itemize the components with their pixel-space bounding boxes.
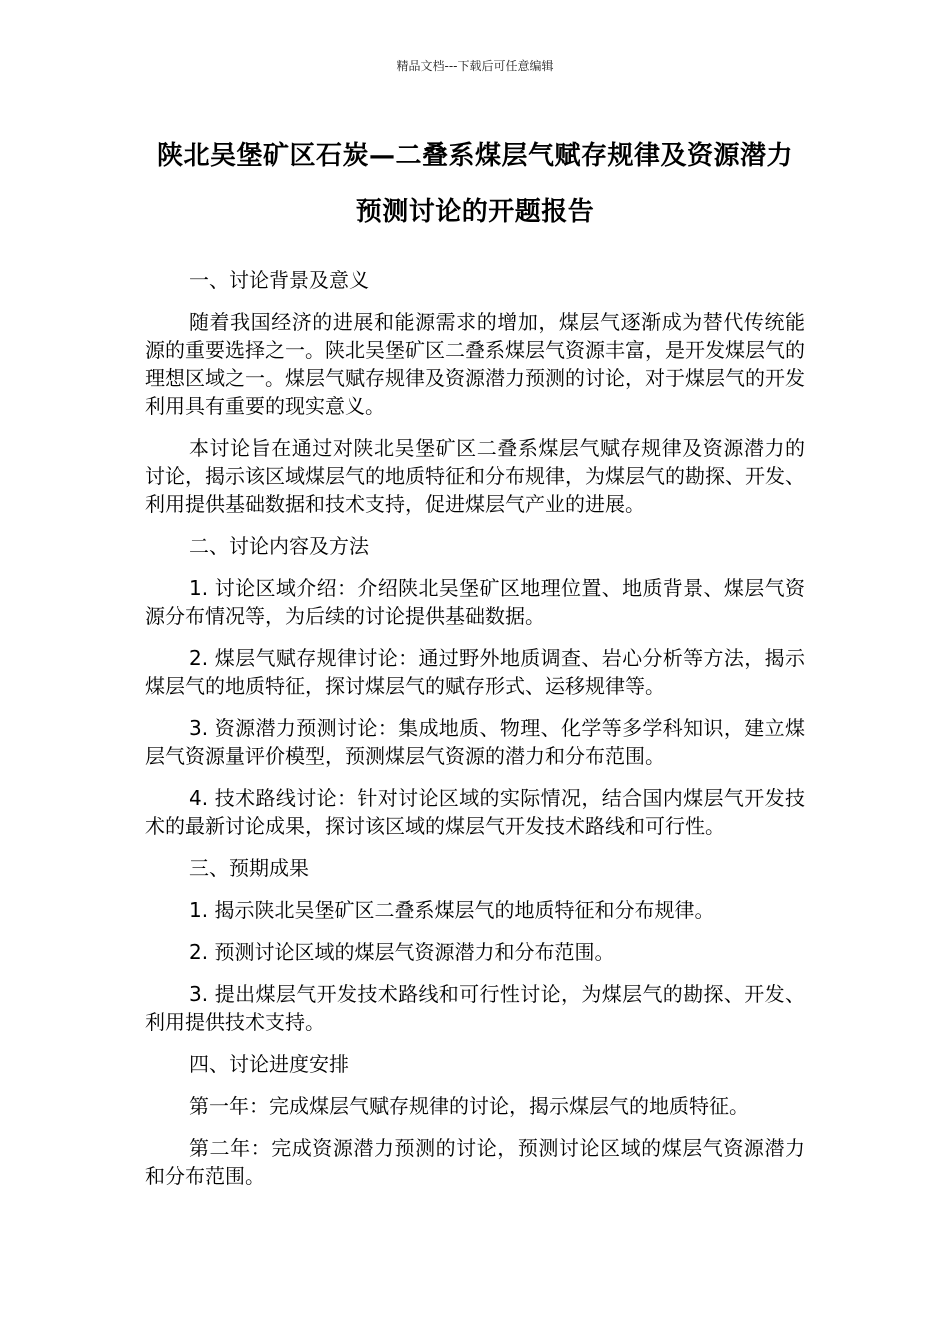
schedule-year-2: 第二年：完成资源潜力预测的讨论，预测讨论区域的煤层气资源潜力和分布范围。 — [145, 1136, 805, 1188]
content-item-4: 4. 技术路线讨论：针对讨论区域的实际情况，结合国内煤层气开发技术的最新讨论成果，探讨该区域的煤层气开发技术路线和可行性。 — [145, 786, 805, 838]
section-heading-content-methods: 二、讨论内容及方法 — [189, 534, 369, 558]
section-heading-schedule: 四、讨论进度安排 — [189, 1052, 349, 1076]
section-heading-expected-results: 三、预期成果 — [189, 856, 309, 880]
paragraph-background-1: 随着我国经济的进展和能源需求的增加，煤层气逐渐成为替代传统能源的重要选择之一。陕北吴堡矿区二叠系煤层气资源丰富，是开发煤层气的理想区域之一。煤层气赋存规律及资源潜力预测的讨论，对于煤层气的开发利用具有重要的现实意义。 — [145, 310, 805, 418]
schedule-year-1: 第一年：完成煤层气赋存规律的讨论，揭示煤层气的地质特征。 — [189, 1094, 749, 1118]
result-item-2: 2. 预测讨论区域的煤层气资源潜力和分布范围。 — [189, 940, 615, 964]
content-item-3: 3. 资源潜力预测讨论：集成地质、物理、化学等多学科知识，建立煤层气资源量评价模型，预测煤层气资源的潜力和分布范围。 — [145, 716, 805, 768]
result-item-1: 1. 揭示陕北吴堡矿区二叠系煤层气的地质特征和分布规律。 — [189, 898, 715, 922]
content-item-1: 1. 讨论区域介绍：介绍陕北吴堡矿区地理位置、地质背景、煤层气资源分布情况等，为后续的讨论提供基础数据。 — [145, 576, 805, 628]
page-header-note: 精品文档---下载后可任意编辑 — [396, 59, 554, 73]
content-item-2: 2. 煤层气赋存规律讨论：通过野外地质调查、岩心分析等方法，揭示煤层气的地质特征，探讨煤层气的赋存形式、运移规律等。 — [145, 646, 805, 698]
document-title: 陕北吴堡矿区石炭—二叠系煤层气赋存规律及资源潜力预测讨论的开题报告 — [156, 141, 793, 227]
document-body — [145, 266, 805, 1204]
paragraph-background-2: 本讨论旨在通过对陕北吴堡矿区二叠系煤层气赋存规律及资源潜力的讨论，揭示该区域煤层气的地质特征和分布规律，为煤层气的勘探、开发、利用提供基础数据和技术支持，促进煤层气产业的进展。 — [145, 436, 805, 516]
section-heading-background: 一、讨论背景及意义 — [189, 268, 369, 292]
result-item-3: 3. 提出煤层气开发技术路线和可行性讨论，为煤层气的勘探、开发、利用提供技术支持。 — [145, 982, 805, 1034]
